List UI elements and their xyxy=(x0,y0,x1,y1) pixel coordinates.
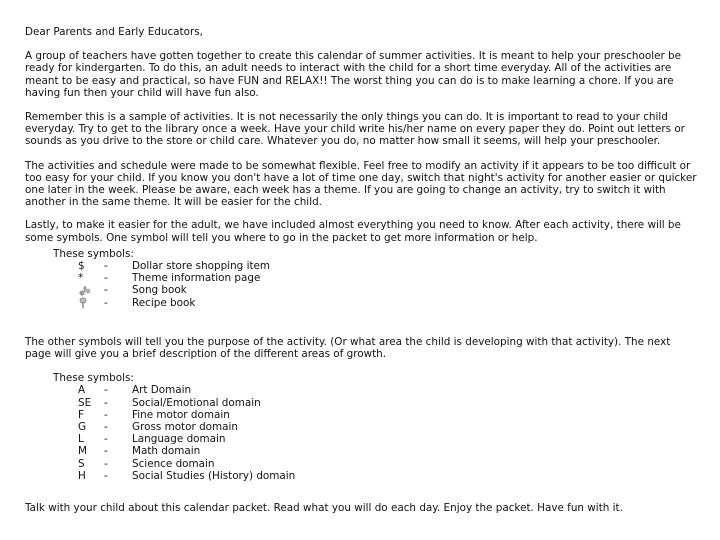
domain-symbol-row: SE - Social/Emotional domain xyxy=(78,396,261,409)
symbols-intro-paragraph: Lastly, to make it easier for the adult, we have included almost everything you need to know. After each activity, there will be some symbols. One symbol will tell you where to go in the packet to get more information or help. xyxy=(25,219,681,244)
location-symbols-list xyxy=(53,248,697,309)
location-symbol-label: Recipe book xyxy=(132,296,196,309)
domain-symbol-row: F - Fine motor domain xyxy=(78,408,230,421)
intro-paragraph: A group of teachers have gotten together to create this calendar of summer activities. It is meant to help your preschooler be ready for kindergarten. To do this, an adult needs to interact with the child for a short time everyday. All of the activities are meant to be easy and practical, so have FUN and RELAX!! The worst thing you can do is to make learning a chore. If you are having fun then your child will have fun also. xyxy=(25,50,682,99)
greeting: Dear Parents and Early Educators, xyxy=(25,26,203,38)
location-symbol-row: * - Theme information page xyxy=(53,272,697,284)
domain-symbol-row: H - Social Studies (History) domain xyxy=(78,469,296,482)
location-symbol-label: Dollar store shopping item xyxy=(132,260,271,273)
domain-symbol-row: L - Language domain xyxy=(78,433,226,446)
cooking-spoon-icon xyxy=(78,297,88,309)
location-symbol-row: - Recipe book xyxy=(53,297,697,309)
closing-line: Talk with your child about this calendar packet. Read what you will do each day. Enjoy the packet. Have fun with it. xyxy=(25,501,623,514)
reading-paragraph: Remember this is a sample of activities. It is not necessarily the only things you can do. It is important to read to your child everyday. Try to get to the library once a week. Have your child write his/her name on every paper they do. Point out letters or sounds as you drive to the store or child care. Whatever you do, no matter how small it seems, will help your preschooler. xyxy=(25,111,685,148)
domain-symbols-list xyxy=(53,372,697,482)
music-notes-icon xyxy=(78,285,92,297)
location-symbol-row: $ - Dollar store shopping item xyxy=(53,260,697,272)
location-symbol-label: Song book xyxy=(132,284,187,297)
location-symbol-row: - Song book xyxy=(53,284,697,296)
location-symbols-heading: These symbols: xyxy=(53,247,134,260)
asterisk-symbol: * xyxy=(78,272,84,285)
domain-symbol-row: M - Math domain xyxy=(78,445,201,458)
domain-symbol-row: G - Gross motor domain xyxy=(78,420,238,433)
letter-page xyxy=(25,26,697,514)
domain-symbol-row: A - Art Domain xyxy=(78,384,192,397)
flexibility-paragraph: The activities and schedule were made to be somewhat flexible. Feel free to modify an activity if it appears to be too difficult or too easy for your child. If you know you don't have a lot of time one day, switch that night's activity for another easier or quicker one later in the week. Please be aware, each week has a theme. If you are going to change an activity, try to switch it with another in the same theme. It will be easier for the child. xyxy=(25,159,697,209)
domain-symbol-row: S - Science domain xyxy=(78,457,215,470)
domain-symbols-heading: These symbols: xyxy=(53,372,134,385)
dollar-symbol: $ xyxy=(78,260,85,273)
purpose-paragraph: The other symbols will tell you the purpose of the activity. (Or what area the child is developing with that activity). The next page will give you a brief description of the different areas of growth. xyxy=(25,335,671,360)
location-symbol-label: Theme information page xyxy=(132,272,261,285)
